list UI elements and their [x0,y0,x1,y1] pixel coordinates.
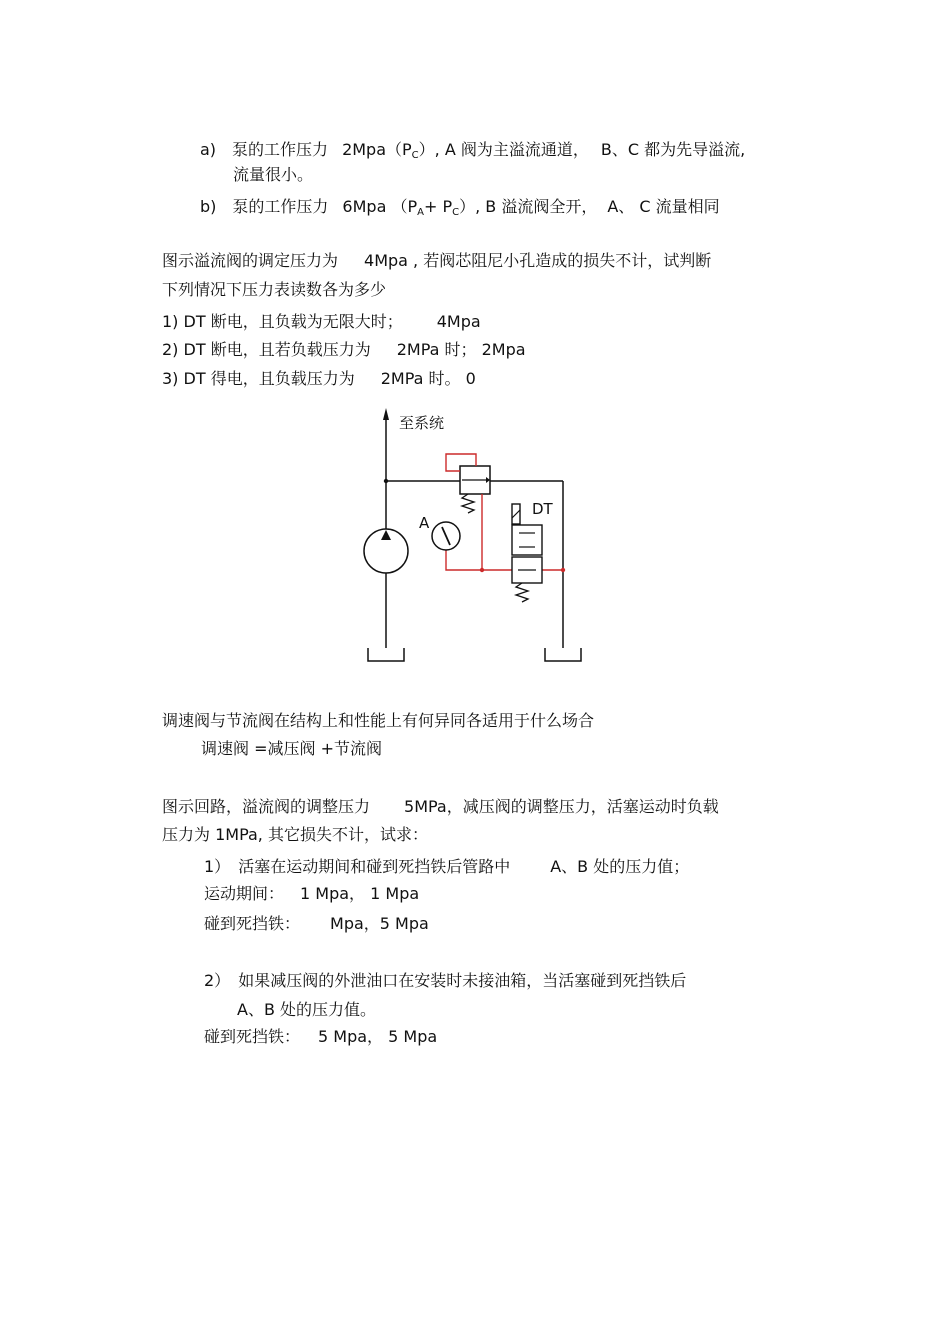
item-a-value: 2Mpa（P [342,140,412,159]
item-b-marker: b) [200,197,217,216]
item-a-sub: C [411,150,419,161]
item-a-text-3: B、C 都为先导溢流, [600,140,746,159]
part-1-stop [204,913,429,935]
stop-label-2: 碰到死挡铁： [204,1027,301,1046]
question-4-text-b: 5MPa，减压阀的调整压力，活塞运动时负载 [404,797,719,816]
item-a-marker: a) [200,140,217,159]
question-2-text: 图示溢流阀的调定压力为 [162,251,339,270]
junction-dot [384,479,388,483]
item-2-answer: 2MPa 时； 2Mpa [396,340,526,359]
pressure-gauge-icon [432,522,460,550]
part-1-text: 活塞在运动期间和碰到死挡铁后管路中 [238,857,511,876]
item-b-plus: + P [423,197,453,216]
item-b-text: 泵的工作压力 [232,197,329,216]
stop-value-2: 5 Mpa， 5 Mpa [318,1027,438,1046]
item-1-text: 1) DT 断电，且负载为无限大时； [162,312,403,331]
arrow-to-system-icon [383,408,389,420]
item-3-text: 3) DT 得电，且负载压力为 [162,369,355,388]
question-2-text-b: 4Mpa , 若阀芯阻尼小孔造成的损失不计，试判断 [364,251,712,270]
part-2-text: 如果减压阀的外泄油口在安装时未接油箱，当活塞碰到死挡铁后 [238,971,687,990]
tank-icon [368,648,404,661]
item-b-value: 6Mpa （P [342,197,418,216]
item-b-text-2: ）, B 溢流阀全开， [459,197,598,216]
relief-valve-icon [460,466,490,513]
item-2-text: 2) DT 断电，且若负载压力为 [162,340,371,359]
item-b-sub-a: A [417,207,424,218]
item-b-text-3: A、 C 流量相同 [607,197,720,216]
part-2 [204,970,686,992]
item-3-answer: 2MPa 时。 0 [380,369,476,388]
item-a-text: 泵的工作压力 [232,140,329,159]
moving-label: 运动期间： [204,884,285,903]
question-4-line2: 压力为 1MPa, 其它损失不计，试求： [162,825,428,844]
label-dt: DT [532,500,553,518]
tank-icon [545,648,581,661]
moving-value: 1 Mpa， 1 Mpa [300,884,420,903]
item-a-cont: 流量很小。 [233,165,314,184]
item-1-answer: 4Mpa [436,312,481,331]
answer-3: 调速阀 =减压阀 +节流阀 [201,739,382,758]
item-a-text-2: ）, A 阀为主溢流通道， [418,140,589,159]
stop-label: 碰到死挡铁： [204,914,301,933]
label-a: A [419,514,430,532]
pump-icon [364,529,408,573]
question-4-line1 [162,796,719,818]
part-1-moving [204,883,419,905]
question-2-line2: 下列情况下压力表读数各为多少 [162,280,387,299]
question-4-text: 图示回路，溢流阀的调整压力 [162,797,371,816]
question-3: 调速阀与节流阀在结构上和性能上有何异同各适用于什么场合 [162,711,595,730]
stop-value: Mpa，5 Mpa [330,914,429,933]
part-2-marker: 2） [204,971,231,990]
part-1-text-b: A、B 处的压力值； [550,857,690,876]
item-b-sub-c: C [452,207,460,218]
part-2-stop [204,1026,437,1048]
part-1 [204,856,689,878]
solenoid-valve-icon [512,504,542,602]
part-2-cont: A、B 处的压力值。 [237,1000,377,1019]
part-1-marker: 1） [204,857,231,876]
label-to-system: 至系统 [399,414,445,432]
